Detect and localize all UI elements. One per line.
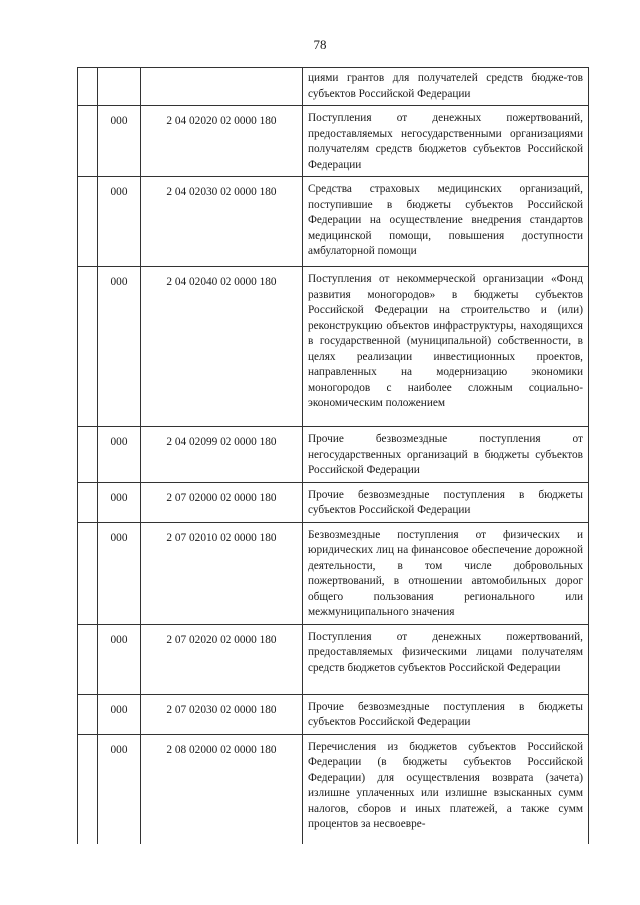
admin-code-cell: 000 (98, 177, 141, 267)
table-row (78, 522, 589, 624)
table-row (78, 177, 589, 267)
table-row (78, 427, 589, 483)
description-cell: Поступления от некоммерческой организации «Фонд развития моногородов» в бюджеты субъектов Российской Федерации на строительство и (или) реконструкцию объектов инфраструктуры, находящихся в государственной (муниципальной) собственности, в целях реализации инвестиционных проектов, направленных на модернизацию экономики моногородов с наиболее сложным социально-экономическим положением (303, 267, 589, 427)
description-cell: циями грантов для получателей средств бюдже-тов субъектов Российской Федерации (303, 68, 589, 106)
admin-code-cell: 000 (98, 106, 141, 177)
margin-cell (78, 624, 98, 694)
margin-cell (78, 522, 98, 624)
table-row-continued (78, 68, 589, 106)
budget-classification-table (77, 67, 589, 844)
budget-code-cell: 2 07 02000 02 0000 180 (141, 482, 303, 522)
budget-code-cell: 2 04 02030 02 0000 180 (141, 177, 303, 267)
table-body (78, 68, 589, 845)
description-cell: Прочие безвозмездные поступления в бюджеты субъектов Российской Федерации (303, 694, 589, 734)
table-row (78, 106, 589, 177)
description-cell: Перечисления из бюджетов субъектов Российской Федерации (в бюджеты субъектов Российской Федерации) для осуществления возврата (зачета) излишне уплаченных или излишне взысканных сумм налогов, сборов и иных платежей, а также сумм процентов за несвоевре- (303, 734, 589, 844)
budget-code-cell: 2 04 02099 02 0000 180 (141, 427, 303, 483)
admin-code-cell: 000 (98, 734, 141, 844)
description-cell: Поступления от денежных пожертвований, предоставляемых негосударственными организациями получателям средств бюджетов субъектов Российской Федерации (303, 106, 589, 177)
margin-cell (78, 734, 98, 844)
margin-cell (78, 68, 98, 106)
budget-code-cell: 2 07 02010 02 0000 180 (141, 522, 303, 624)
budget-code-cell (141, 68, 303, 106)
description-cell: Безвозмездные поступления от физических и юридических лиц на финансовое обеспечение дорожной деятельности, в том числе добровольных пожертвований, в отношении автомобильных дорог общего пользования регионального или межмуниципального значения (303, 522, 589, 624)
margin-cell (78, 267, 98, 427)
description-cell: Средства страховых медицинских организаций, поступившие в бюджеты субъектов Российской Федерации на осуществление внедрения стандартов медицинской помощи, повышения доступности амбулаторной помощи (303, 177, 589, 267)
budget-code-cell: 2 04 02020 02 0000 180 (141, 106, 303, 177)
margin-cell (78, 694, 98, 734)
table-row (78, 694, 589, 734)
admin-code-cell: 000 (98, 267, 141, 427)
description-cell: Прочие безвозмездные поступления от негосударственных организаций в бюджеты субъектов Российской Федерации (303, 427, 589, 483)
table-row (78, 267, 589, 427)
table-row (78, 482, 589, 522)
admin-code-cell: 000 (98, 427, 141, 483)
margin-cell (78, 482, 98, 522)
margin-cell (78, 427, 98, 483)
page-number: 78 (313, 37, 327, 52)
admin-code-cell: 000 (98, 522, 141, 624)
admin-code-cell: 000 (98, 624, 141, 694)
budget-code-cell: 2 08 02000 02 0000 180 (141, 734, 303, 844)
margin-cell (78, 106, 98, 177)
description-cell: Поступления от денежных пожертвований, предоставляемых физическими лицами получателям средств бюджетов субъектов Российской Федерации (303, 624, 589, 694)
table-row (78, 624, 589, 694)
admin-code-cell: 000 (98, 694, 141, 734)
margin-cell (78, 177, 98, 267)
budget-code-cell: 2 04 02040 02 0000 180 (141, 267, 303, 427)
admin-code-cell: 000 (98, 482, 141, 522)
budget-code-cell: 2 07 02020 02 0000 180 (141, 624, 303, 694)
admin-code-cell (98, 68, 141, 106)
description-cell: Прочие безвозмездные поступления в бюджеты субъектов Российской Федерации (303, 482, 589, 522)
table-row (78, 734, 589, 844)
budget-code-cell: 2 07 02030 02 0000 180 (141, 694, 303, 734)
